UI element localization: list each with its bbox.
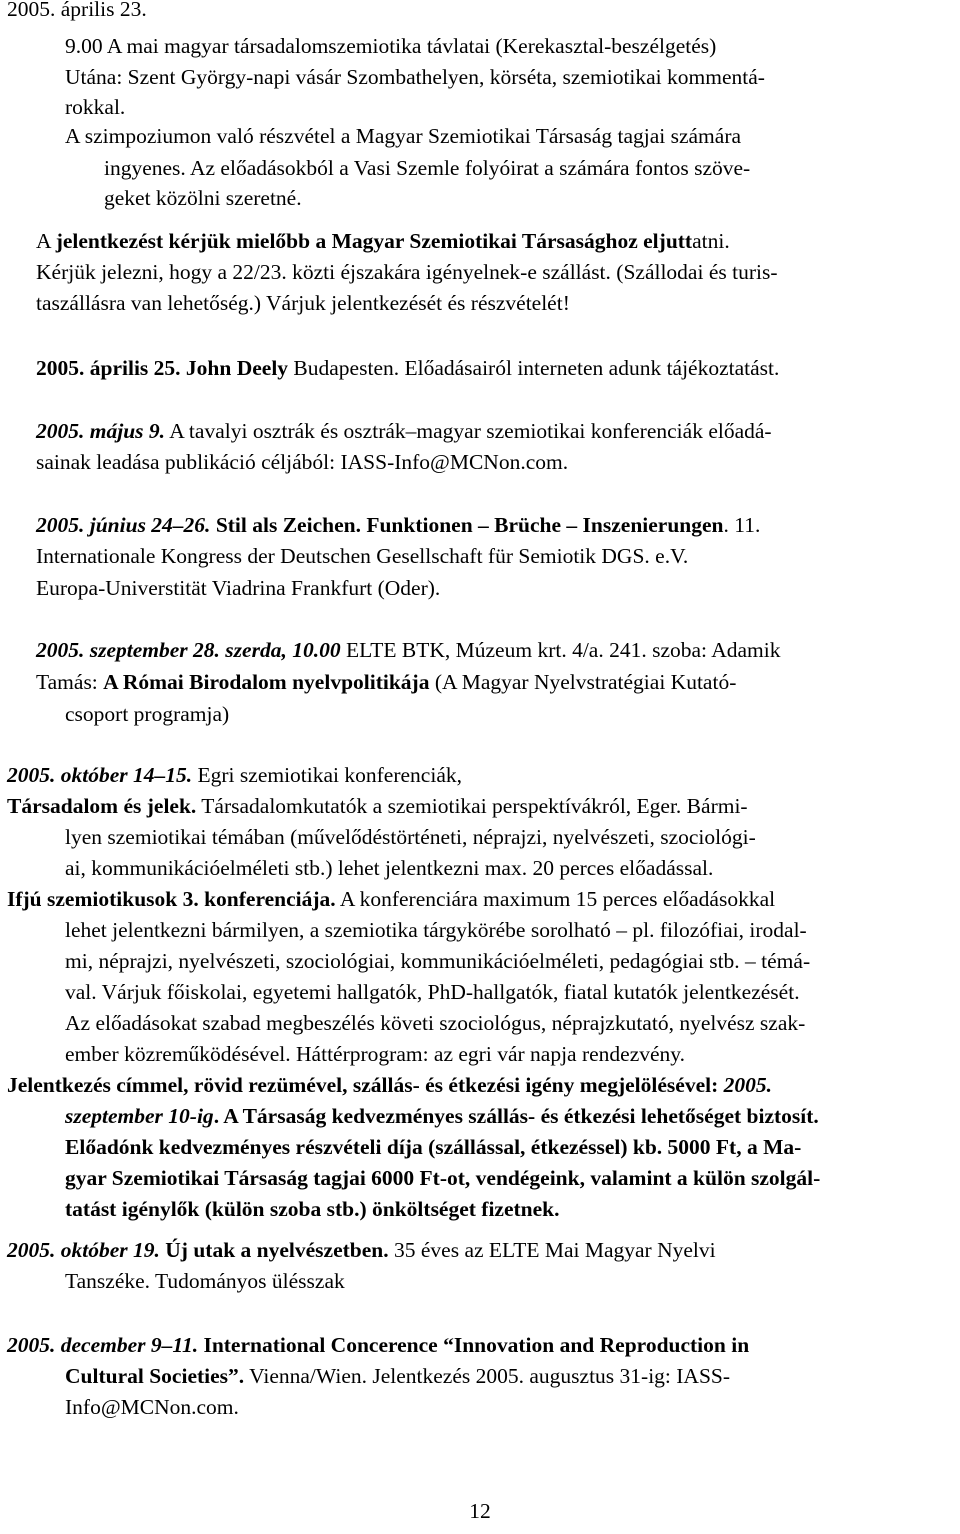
event-title: Új utak a nyelvészetben. bbox=[159, 1238, 389, 1262]
speaker-name: John Deely bbox=[185, 356, 289, 380]
entry-line: A szimpoziumon való részvétel a Magyar Szemiotikai Társaság tagjai számára bbox=[65, 124, 742, 148]
entry-line: szeptember 10-ig. A Társaság kedvezményes szállás- és étkezési lehetőséget biztosít. bbox=[65, 1104, 819, 1128]
entry-line: sainak leadása publikáció céljából: IASS-Info@MCNon.com. bbox=[36, 450, 569, 474]
entry-line: mi, néprajzi, nyelvészeti, szociológiai, kommunikációelméleti, pedagógiai stb. – témá- bbox=[65, 949, 811, 973]
entry-line: Előadónk kedvezményes részvételi díja (szállással, étkezéssel) kb. 5000 Ft, a Ma- bbox=[65, 1135, 802, 1159]
lecture-title: A Római Birodalom nyelvpolitikája bbox=[103, 670, 430, 694]
entry-line: Tamás: A Római Birodalom nyelvpolitikája (A Magyar Nyelvstratégiai Kutató- bbox=[36, 670, 737, 694]
entry-line: Az előadásokat szabad megbeszélés követi szociológus, néprajzkutató, nyelvész szak- bbox=[65, 1011, 806, 1035]
entry-line: Társadalom és jelek. Társadalomkutatók a szemiotikai perspektívákról, Eger. Bármi- bbox=[7, 794, 748, 818]
entry-date: 2005. május 9. bbox=[36, 419, 166, 443]
entry-line: Internationale Kongress der Deutschen Gesellschaft für Semiotik DGS. e.V. bbox=[36, 544, 689, 568]
entry-line: Europa-Universtität Viadrina Frankfurt (Oder). bbox=[36, 576, 441, 600]
entry-line: 9.00 A mai magyar társadalomszemiotika távlatai (Kerekasztal-beszélgetés) bbox=[65, 34, 717, 58]
entry-line: ingyenes. Az előadásokból a Vasi Szemle folyóirat a számára fontos szöve- bbox=[104, 156, 751, 180]
entry-may9: 2005. május 9. A tavalyi osztrák és osztrák–magyar szemiotikai konferenciák előadá- bbox=[36, 419, 772, 443]
entry-apr25: 2005. április 25. John Deely Budapesten. Előadásairól interneten adunk tájékoztatást. bbox=[36, 356, 780, 380]
entry-date: 2005. június 24–26. bbox=[36, 513, 211, 537]
entry-line: geket közölni szeretné. bbox=[104, 186, 302, 210]
entry-oct14: 2005. október 14–15. Egri szemiotikai konferenciák, bbox=[7, 763, 462, 787]
entry-line: Ifjú szemiotikusok 3. konferenciája. A konferenciára maximum 15 perces előadásokkal bbox=[7, 887, 776, 911]
entry-line: rokkal. bbox=[65, 95, 126, 119]
entry-jun24: 2005. június 24–26. Stil als Zeichen. Funktionen – Brüche – Inszenierungen. 11. bbox=[36, 513, 761, 537]
registration-line: A jelentkezést kérjük mielőbb a Magyar Szemiotikai Társasághoz eljuttatni. bbox=[36, 229, 730, 253]
entry-date: 2005. szeptember 28. szerda, 10.00 bbox=[36, 638, 341, 662]
entry-line: val. Várjuk főiskolai, egyetemi hallgatók, PhD-hallgatók, fiatal kutatók jelentkezését. bbox=[65, 980, 800, 1004]
registration-line: taszállásra van lehetőség.) Várjuk jelentkezését és részvételét! bbox=[36, 291, 570, 315]
entry-sep28: 2005. szeptember 28. szerda, 10.00 ELTE BTK, Múzeum krt. 4/a. 241. szoba: Adamik bbox=[36, 638, 781, 662]
section-title: Társadalom és jelek. bbox=[7, 794, 197, 818]
entry-oct19: 2005. október 19. Új utak a nyelvészetben. 35 éves az ELTE Mai Magyar Nyelvi bbox=[7, 1238, 716, 1262]
entry-dec9 bbox=[7, 1330, 953, 1361]
entry-line: csoport programja) bbox=[65, 702, 230, 726]
entry-line: Cultural Societies”. Vienna/Wien. Jelentkezés 2005. augusztus 31-ig: IASS- bbox=[65, 1364, 731, 1388]
section-title: Ifjú szemiotikusok 3. konferenciája. bbox=[7, 887, 336, 911]
entry-line: Utána: Szent György-napi vásár Szombathelyen, körséta, szemiotikai kommentá- bbox=[65, 65, 765, 89]
entry-date-apr23: 2005. április 23. bbox=[7, 0, 147, 21]
entry-line: tatást igénylők (külön szoba stb.) önköltséget fizetnek. bbox=[65, 1197, 560, 1221]
entry-line: Jelentkezés címmel, rövid rezümével, szállás- és étkezési igény megjelölésével: 2005. bbox=[7, 1073, 772, 1097]
entry-line: ai, kommunikációelméleti stb.) lehet jelentkezni max. 20 perces előadással. bbox=[65, 856, 714, 880]
page-number: 12 bbox=[469, 1499, 491, 1523]
entry-line: gyar Szemiotikai Társaság tagjai 6000 Ft-ot, vendégeink, valamint a külön szolgál- bbox=[65, 1166, 821, 1190]
entry-line: lehet jelentkezni bármilyen, a szemiotika tárgykörébe sorolható – pl. filozófiai, irodal- bbox=[65, 918, 807, 942]
entry-line: ember közreműködésével. Háttérprogram: az egri vár napja rendezvény. bbox=[65, 1042, 686, 1066]
entry-date: 2005. április 25. bbox=[36, 356, 181, 380]
entry-date: 2005. október 14–15. bbox=[7, 763, 193, 787]
entry-line: lyen szemiotikai témában (művelődéstörténeti, néprajzi, nyelvészeti, szociológi- bbox=[65, 825, 756, 849]
entry-line: Info@MCNon.com. bbox=[65, 1395, 239, 1419]
entry-date: 2005. október 19. bbox=[7, 1238, 160, 1262]
entry-date: 2005. december 9–11. bbox=[7, 1333, 199, 1357]
conference-title: Stil als Zeichen. Funktionen – Brüche – Inszenierungen bbox=[210, 513, 724, 537]
event-title: International Concerence “Innovation and Reproduction in bbox=[198, 1333, 750, 1357]
entry-line: Tanszéke. Tudományos ülésszak bbox=[65, 1269, 345, 1293]
registration-line: Kérjük jelezni, hogy a 22/23. közti éjszakára igényelnek-e szállást. (Szállodai és turis- bbox=[36, 260, 778, 284]
